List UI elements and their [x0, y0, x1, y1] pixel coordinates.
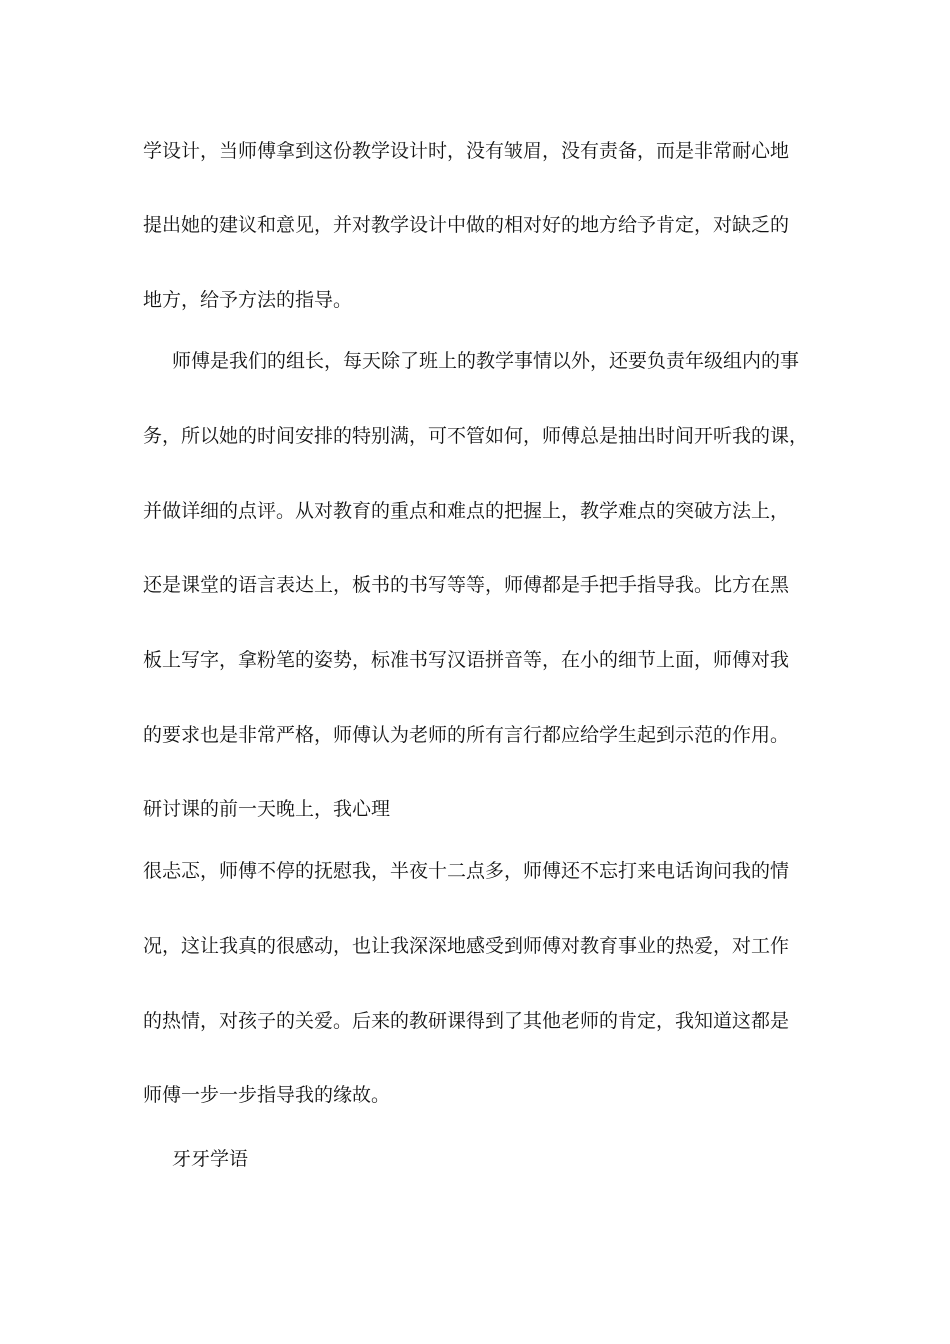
- paragraph-line: 师傅一步一步指导我的缘故。: [143, 1084, 391, 1106]
- paragraph-line: 很忐忑，师傅不停的抚慰我，半夜十二点多，师傅还不忘打来电话询问我的情: [143, 860, 790, 882]
- paragraph-line: 的要求也是非常严格，师傅认为老师的所有言行都应给学生起到示范的作用。: [143, 724, 790, 746]
- paragraph-line: 务，所以她的时间安排的特别满，可不管如何，师傅总是抽出时间开听我的课，: [143, 425, 809, 447]
- paragraph-line: 板上写字，拿粉笔的姿势，标准书写汉语拼音等，在小的细节上面，师傅对我: [143, 649, 790, 671]
- paragraph-line: 还是课堂的语言表达上，板书的书写等等，师傅都是手把手指导我。比方在黑: [143, 574, 790, 596]
- paragraph-line: 况，这让我真的很感动，也让我深深地感受到师傅对教育事业的热爱，对工作: [143, 935, 790, 957]
- paragraph-line: 的热情，对孩子的关爱。后来的教研课得到了其他老师的肯定，我知道这都是: [143, 1010, 790, 1032]
- paragraph-line: 研讨课的前一天晚上，我心理: [143, 798, 391, 820]
- paragraph-line: 师傅是我们的组长，每天除了班上的教学事情以外，还要负责年级组内的事: [172, 350, 800, 372]
- paragraph-line: 提出她的建议和意见，并对教学设计中做的相对好的地方给予肯定，对缺乏的: [143, 214, 790, 236]
- paragraph-line: 并做详细的点评。从对教育的重点和难点的把握上，教学难点的突破方法上，: [143, 500, 790, 522]
- paragraph-line: 地方，给予方法的指导。: [143, 289, 353, 311]
- paragraph-line: 学设计，当师傅拿到这份教学设计时，没有皱眉，没有责备，而是非常耐心地: [143, 140, 790, 162]
- section-heading: 牙牙学语: [172, 1148, 249, 1170]
